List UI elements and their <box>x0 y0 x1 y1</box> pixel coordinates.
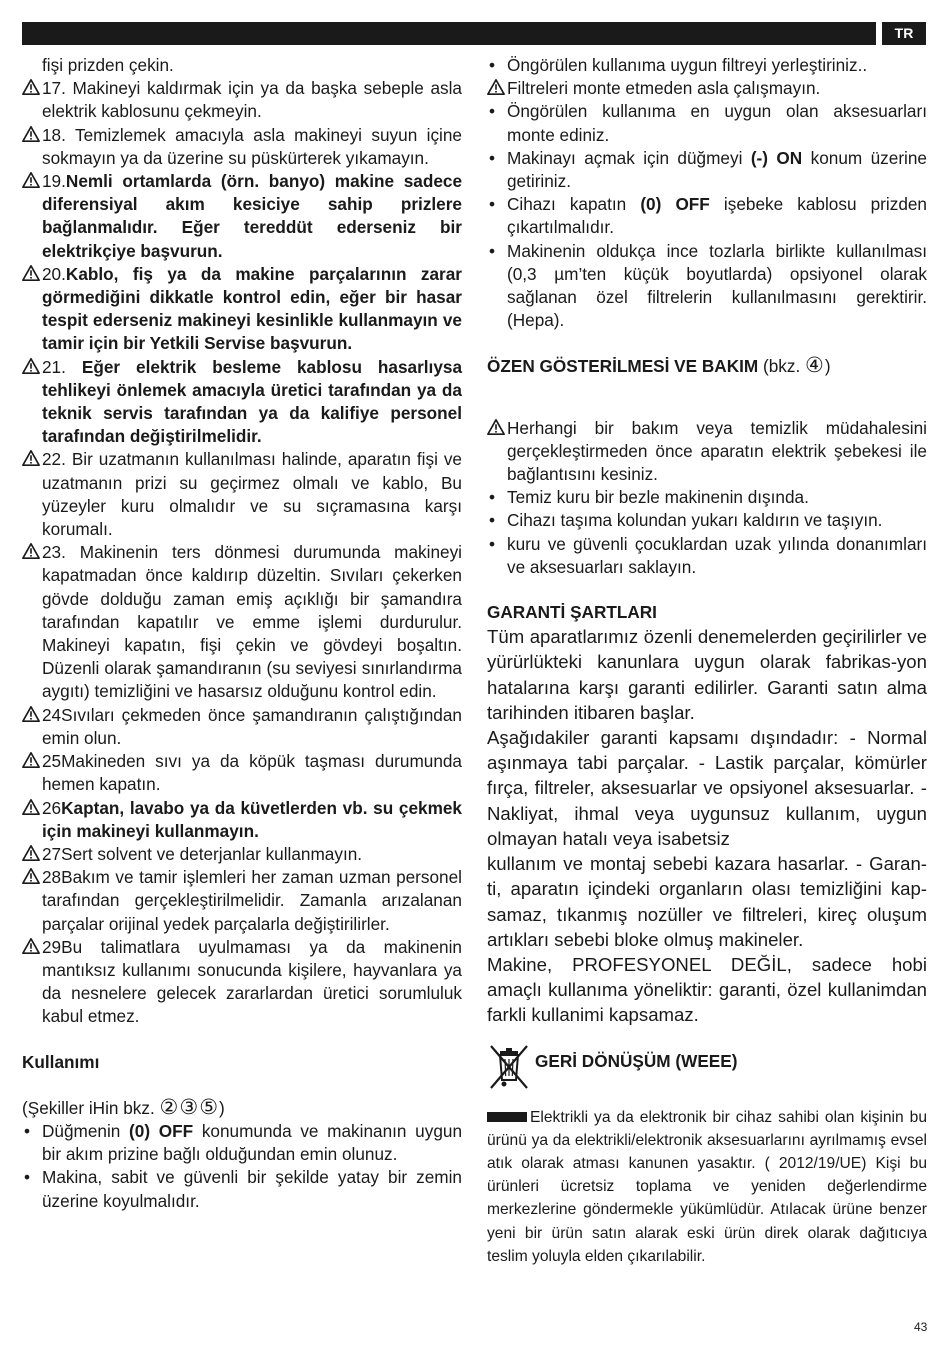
warning-triangle-icon <box>22 844 40 862</box>
warning-19 <box>22 170 462 263</box>
header-bar <box>22 22 876 45</box>
filter-warning <box>487 77 927 100</box>
usage-item-5-text-c: konum üzerine getiriniz. <box>507 147 927 192</box>
usage-item-6 <box>487 193 927 239</box>
crossed-bin-icon <box>487 1042 531 1092</box>
warranty-paragraph-3: kullanım ve montaj sebebi kazara hasarlar. - Garan-ti, aparatın içindeki organların olası temizliğini kap-samaz, tıkanmış nozüller ve filtreleri, kireç oluşum artıkları sebebi bloke olmuş makineler. <box>487 853 927 950</box>
usage-item-3 <box>487 54 927 77</box>
care-warning-text: Herhangi bir bakım veya temizlik müdahalesini gerçekleştirmeden önce aparatın elektrik şebekesi ile bağlantısını kesiniz. <box>507 417 927 485</box>
warning-triangle-icon <box>22 937 40 955</box>
usage-item-5-text-b: (-) ON <box>750 147 803 168</box>
weee-black-bar <box>487 1112 527 1122</box>
warning-19-text: Nemli ortamlarda (örn. banyo) makine sadece diferensiyal akım kesiciye sahip prizlere bağlanmalıdır. Eğer tereddüt ederseniz bir elektrikçiye başvurun. <box>42 171 462 261</box>
usage-ref-suffix: ) <box>219 1097 225 1118</box>
bullet-icon: • <box>24 1120 31 1141</box>
weee-paragraph-text: Elektrikli ya da elektronik bir cihaz sahibi olan kişinin bu ürünü ya da elektrikli/elektronik aksesuarlarını ayrılmamış evsel atık olarak atması kanunen yasaktır. ( 2012/19/UE) Kişi bu ürünleri ücretsiz toplama ve yeniden değerlendirme merkezlerine göndermekle yükümlüdür. Atılacak ürüne benzer yeni bir ürün satın alarak eski ürün direk olarak dağıtıcıya teslim yoluyla elden çıkarılabilir. <box>487 1108 927 1265</box>
usage-ref-figures: ②③⑤ <box>159 1095 220 1119</box>
warning-26-text: Kaptan, lavabo ya da küvetlerden vb. su çekmek için makineyi kullanmayın. <box>42 797 462 841</box>
bullet-icon: • <box>489 101 496 122</box>
usage-item-6-text-c: işebeke kablosu prizden çıkartılmalıdır. <box>507 194 927 238</box>
care-ref-suffix: ) <box>824 356 831 377</box>
usage-item-7-text: Makinenin oldukça ince tozlarla birlikte kullanılması (0,3 µm’ten küçük boyutlarda) opsiyonel olarak sağlanan özel filtrelerin kullanılmasını gerektirir. (Hepa). <box>507 240 927 331</box>
care-ref-prefix: (bkz. <box>758 356 805 377</box>
bullet-icon: • <box>489 194 496 215</box>
warning-27 <box>22 843 462 866</box>
bullet-icon: • <box>489 240 496 261</box>
warning-20 <box>22 263 462 356</box>
care-item-2 <box>487 509 927 532</box>
warranty-paragraph-4: Makine, PROFESYONEL DEĞİL, sadece hobi amaçlı kullanıma yöneliktir: garanti, özel kullanimdan farkli kullanimi kapsamaz. <box>487 953 927 1026</box>
warning-24 <box>22 704 462 750</box>
warning-22 <box>22 448 462 541</box>
safety-continuation: fişi prizden çekin. <box>42 55 174 75</box>
care-heading: ÖZEN GÖSTERİLMESİ VE BAKIM <box>487 356 759 377</box>
usage-item-2-text: Makina, sabit ve güvenli bir şekilde yatay bir zemin üzerine koyulmalıdır. <box>42 1167 462 1211</box>
filter-warning-text: Filtreleri monte etmeden asla çalışmayın. <box>507 78 821 99</box>
care-ref-figure: ④ <box>805 354 825 378</box>
warning-23-text: 23. Makinenin ters dönmesi durumunda makineyi kapatmadan önce kaldırıp düzeltin. Sıvıları çekerken gövde dolduğu zaman emiş açıklığı bir şamandıra tarafından kapatılır ve emme işlemi durdurulur. Makineyi kapatın, fişi çekin ve gövdeyi boşaltın. Düzenli olarak şamandıranın (su seviyesi sınırlandırma aygıtı) temizliğini ve hasarsız olduğunu kontrol edin. <box>42 542 462 702</box>
usage-item-2 <box>22 1166 462 1212</box>
warning-22-text: 22. Bir uzatmanın kullanılması halinde, aparatın fişi ve uzatmanın prizi su geçirmez olmalı ve kablo, Bu yüzeyler kuru olmalıdır ve su sıçramasına karşı korumalı. <box>42 449 462 540</box>
care-item-3-text: kuru ve güvenli çocuklardan uzak yılında donanımları ve aksesuarları saklayın. <box>507 533 927 577</box>
usage-item-5-text-a: Makinayı açmak için düğmeyi <box>507 147 751 168</box>
warning-triangle-icon <box>487 418 505 436</box>
warranty-paragraph-1: Tüm aparatlarımız özenli denemelerden geçirilirler ve yürürlükteki kanunlara uygun olarak fabrikas-yon hatalarına karşı garanti edilirler. Garanti satın alma tarihinden itibaren başlar. <box>487 626 927 723</box>
warning-24-text: 24Sıvıları çekmeden önce şamandıranın çalıştığından emin olun. <box>42 704 462 748</box>
care-item-3 <box>487 533 927 579</box>
care-item-1 <box>487 486 927 509</box>
usage-item-6-text-a: Cihazı kapatın <box>507 194 641 215</box>
usage-item-1-text-a: Düğmenin <box>42 1120 130 1141</box>
warning-28 <box>22 866 462 936</box>
warning-triangle-icon <box>22 357 40 375</box>
usage-item-1-text-b: (0) OFF <box>129 1120 194 1141</box>
bullet-icon: • <box>489 55 496 75</box>
warranty-paragraph-2: Aşağıdakiler garanti kapsamı dışındadır: - Normal aşınmaya tabi parçalar. - Lastik parçalar, kömürler fırça, filtreler, aksesuarlar ve opsiyonel aksesuarlar. -Nakliyat, ihmal veya uygunsuz kullanım, uygun olmayan hatalı veya isabetsiz <box>487 727 927 849</box>
usage-heading: Kullanımı <box>22 1051 100 1072</box>
warning-triangle-icon <box>22 542 40 560</box>
care-item-2-text: Cihazı taşıma kolundan yukarı kaldırın ve taşıyın. <box>507 510 883 531</box>
warning-triangle-icon <box>22 705 40 723</box>
warning-25 <box>22 750 462 796</box>
bullet-icon: • <box>489 487 496 508</box>
warning-21-number: 21. <box>42 356 82 377</box>
warning-20-number: 20. <box>42 263 66 284</box>
usage-item-1-text-c: konumunda ve makinanın uygun bir akım prizine bağlı olduğundan emin olunuz. <box>42 1120 462 1165</box>
warning-triangle-icon <box>22 798 40 816</box>
warning-21 <box>22 356 462 449</box>
weee-heading-row <box>487 1042 927 1092</box>
weee-paragraph <box>487 1106 927 1268</box>
page-number: 43 <box>914 1320 928 1334</box>
right-column <box>487 54 927 1268</box>
language-badge: TR <box>882 22 926 45</box>
usage-item-4-text: Öngörülen kullanıma en uygun olan aksesuarları monte ediniz. <box>507 101 927 145</box>
warning-19-number: 19. <box>42 171 66 192</box>
warning-18 <box>22 124 462 170</box>
warning-triangle-icon <box>487 78 505 96</box>
bullet-icon: • <box>489 510 496 531</box>
warning-28-text: 28Bakım ve tamir işlemleri her zaman uzman personel tarafından gerçekleştirilmelidir. Zamanla arızalanan parçalar orijinal yedek parçalarla değiştirilirler. <box>42 867 462 934</box>
bullet-icon: • <box>24 1167 31 1188</box>
care-warning <box>487 417 927 487</box>
care-heading-row <box>487 354 927 378</box>
warning-17-text: 17. Makineyi kaldırmak için ya da başka sebeple asla elektrik kablosunu çekmeyin. <box>42 78 462 122</box>
usage-figure-ref <box>22 1096 462 1120</box>
warning-29-text: 29Bu talimatlara uyulmaması ya da makinenin mantıksız kullanımı sonucunda kişilere, hayvanlara ya da nesnelere gelecek zararlardan üretici sorumluluk kabul etmez. <box>42 936 462 1027</box>
weee-heading: GERİ DÖNÜŞÜM (WEEE) <box>535 1050 738 1071</box>
warning-26-number: 26 <box>42 797 62 818</box>
usage-item-4 <box>487 100 927 146</box>
warning-23 <box>22 541 462 703</box>
usage-item-5 <box>487 147 927 193</box>
warning-18-text: 18. Temizlemek amacıyla asla makineyi suyun içine sokmayın ya da üzerine su püskürterek yıkamayın. <box>42 124 462 168</box>
usage-ref-prefix: (Şekiller iHin bkz. <box>22 1097 160 1118</box>
warning-21-text: Eğer elektrik besleme kablosu hasarlıysa tehlikeyi önlemek amacıyla üretici tarafından ya da teknik servis tarafından ya da kalifiye personel tarafından değiştirilmelidir. <box>42 356 463 447</box>
warning-triangle-icon <box>22 264 40 282</box>
warning-triangle-icon <box>22 171 40 189</box>
bullet-icon: • <box>489 147 496 168</box>
warning-27-text: 27Sert solvent ve deterjanlar kullanmayın. <box>42 843 363 864</box>
warning-26 <box>22 797 462 843</box>
care-item-1-text: Temiz kuru bir bezle makinenin dışında. <box>507 487 809 508</box>
usage-item-7 <box>487 240 927 333</box>
warning-triangle-icon <box>22 125 40 143</box>
bullet-icon: • <box>489 533 496 554</box>
warning-triangle-icon <box>22 449 40 467</box>
usage-item-3-text: Öngörülen kullanıma uygun filtreyi yerleştiriniz.. <box>507 55 868 75</box>
warning-triangle-icon <box>22 78 40 96</box>
warning-20-text: Kablo, fiş ya da makine parçalarının zarar görmediğini dikkatle kontrol edin, eğer bir hasar tespit ederseniz makineyi kesinlikle kullanmayın ve tamir için bir Yetkili Servise başvurun. <box>42 263 462 354</box>
usage-item-1 <box>22 1120 462 1166</box>
warning-triangle-icon <box>22 751 40 769</box>
warning-17 <box>22 77 462 123</box>
left-column <box>22 54 462 1213</box>
warning-29 <box>22 936 462 1029</box>
warning-triangle-icon <box>22 867 40 885</box>
usage-item-6-text-b: (0) OFF <box>640 194 710 215</box>
warning-25-text: 25Makineden sıvı ya da köpük taşması durumunda hemen kapatın. <box>42 751 462 795</box>
warranty-heading: GARANTİ ŞARTLARI <box>487 602 657 623</box>
